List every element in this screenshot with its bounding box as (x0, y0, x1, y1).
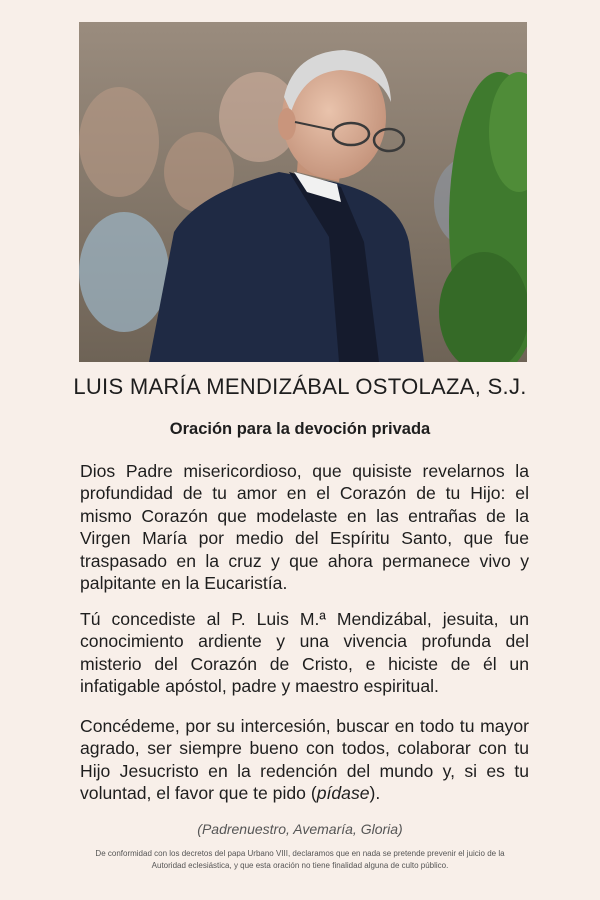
prayer-paragraph-3-main: Concédeme, por su intercesión, buscar en todo tu mayor agrado, ser siempre bueno con todos, colaborar con tu Hijo Jesucristo en la redención del mundo y, si es tu voluntad, el favor que te pido ( (80, 716, 529, 804)
portrait-illustration (79, 22, 527, 362)
closing-prayers: (Padrenuestro, Avemaría, Gloria) (197, 821, 403, 837)
prayer-paragraph-3-italic: pídase (316, 783, 370, 804)
prayer-paragraph-3 (80, 715, 529, 805)
prayer-paragraph-3-end: ). (369, 783, 381, 804)
person-name: LUIS MARÍA MENDIZÁBAL OSTOLAZA, S.J. (73, 374, 527, 399)
portrait-photo (79, 22, 527, 362)
prayer-paragraph-1: Dios Padre misericordioso, que quisiste revelarnos la profundidad de tu amor en el Corazón de tu Hijo: el mismo Corazón que modelaste en las entrañas de la Virgen María por medio del Espíritu Santo, que fue traspasado en la cruz y que ahora permanece vivo y palpitante en la Eucaristía. (80, 461, 529, 594)
prayer-paragraph-2: Tú concediste al P. Luis M.ª Mendizábal, jesuita, un conocimiento ardiente y una vivencia profunda del misterio del Corazón de Cristo, e hiciste de él un infatigable apóstol, padre y maestro espiritual. (80, 609, 529, 697)
disclaimer-text: De conformidad con los decretos del papa Urbano VIII, declaramos que en nada se pretende prevenir el juicio de la Autoridad eclesiástica, y que esta oración no tiene finalidad alguna de culto público. (95, 849, 505, 870)
prayer-subtitle: Oración para la devoción privada (169, 420, 431, 438)
